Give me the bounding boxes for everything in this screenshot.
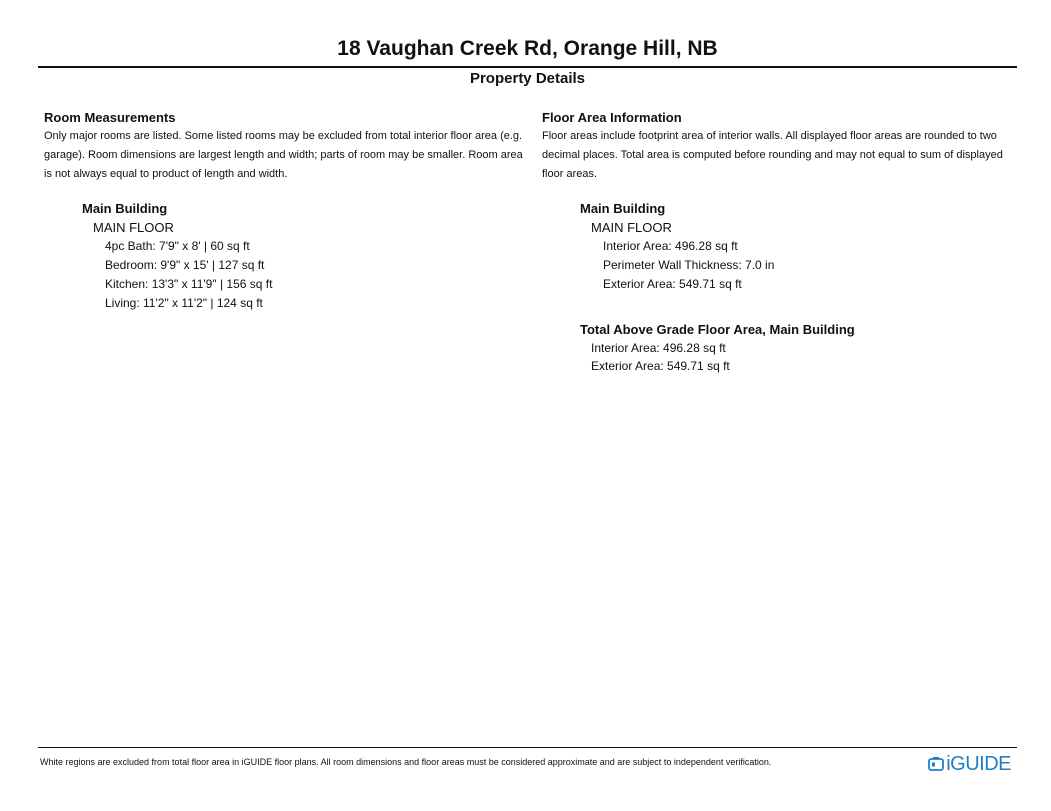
floor-title: MAIN FLOOR	[93, 220, 174, 235]
floor-title: MAIN FLOOR	[591, 220, 672, 235]
room-measurements-heading: Room Measurements	[44, 110, 176, 125]
room-item: 4pc Bath: 7'9" x 8' | 60 sq ft	[105, 239, 250, 253]
iguide-logo-text: iGUIDE	[946, 753, 1011, 775]
floor-area-description: Floor areas include footprint area of interior walls. All displayed floor areas are rounded to two decimal places. Total area is computed before rounding and may not equal to sum of displayed floor areas.	[542, 130, 1003, 180]
room-measurements-description: Only major rooms are listed. Some listed rooms may be excluded from total interior floor area (e.g. garage). Room dimensions are largest length and width; parts of room may be smaller. Room area is not always equal to product of length and width.	[44, 130, 523, 180]
total-area-item: Interior Area: 496.28 sq ft	[591, 341, 726, 355]
header-divider	[38, 66, 1017, 68]
footer-divider	[38, 747, 1017, 748]
room-measurements-building	[82, 199, 526, 313]
room-item: Living: 11'2" x 11'2" | 124 sq ft	[105, 296, 263, 310]
building-title: Main Building	[580, 201, 666, 216]
total-area-item: Exterior Area: 549.71 sq ft	[591, 359, 730, 373]
room-measurements-section	[44, 109, 526, 313]
iguide-logo	[928, 752, 1011, 776]
room-item: Bedroom: 9'9" x 15' | 127 sq ft	[105, 258, 265, 272]
area-item: Interior Area: 496.28 sq ft	[603, 239, 738, 253]
building-title: Main Building	[82, 201, 168, 216]
page-subtitle: Property Details	[469, 70, 586, 87]
iguide-camera-icon	[928, 756, 944, 772]
total-floor-area	[580, 320, 1024, 375]
footer-disclaimer: White regions are excluded from total floor area in iGUIDE floor plans. All room dimensions and floor areas must be considered approximate and are subject to independent verification.	[40, 757, 772, 767]
floor-area-section	[542, 109, 1024, 375]
total-floor-area-heading: Total Above Grade Floor Area, Main Building	[580, 322, 855, 337]
floor-area-heading: Floor Area Information	[542, 110, 682, 125]
room-item: Kitchen: 13'3" x 11'9" | 156 sq ft	[105, 277, 273, 291]
area-item: Perimeter Wall Thickness: 7.0 in	[603, 258, 775, 272]
page-title: 18 Vaughan Creek Rd, Orange Hill, NB	[337, 37, 718, 60]
area-item: Exterior Area: 549.71 sq ft	[603, 277, 742, 291]
floor-area-building	[580, 199, 1024, 294]
